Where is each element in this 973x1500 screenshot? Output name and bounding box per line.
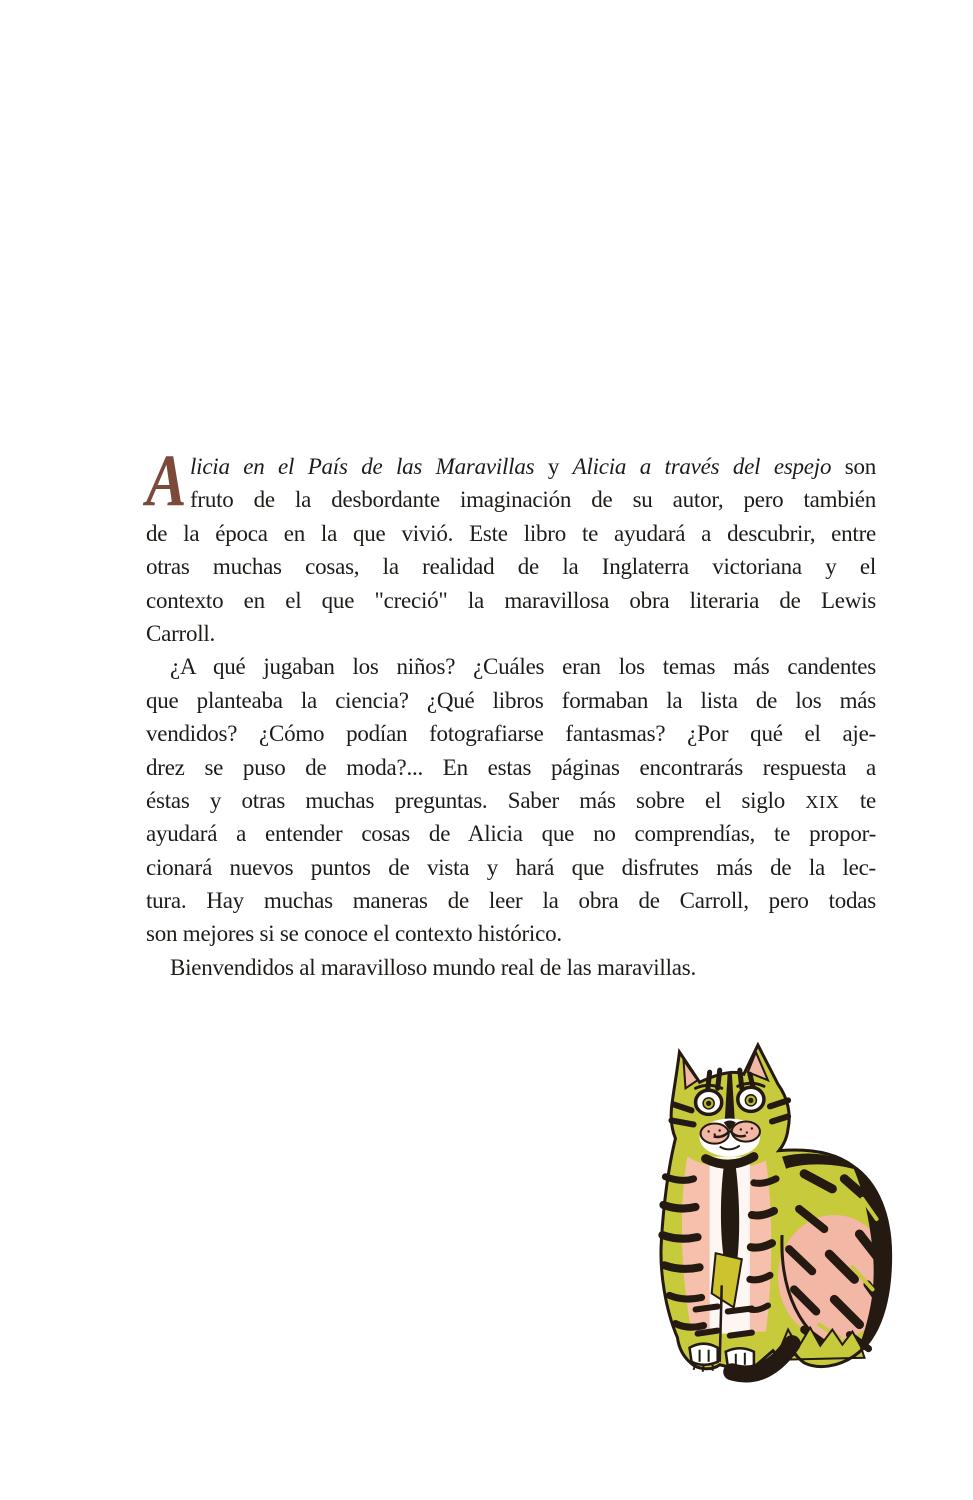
text-segment: fruto de la desbordante imaginación de su autor, pero también — [190, 487, 876, 513]
text-segment: ayudará a entender cosas de Alicia que no comprendías, te propor- — [146, 821, 876, 847]
text-segment: son — [831, 454, 876, 479]
tabby-cat-illustration — [653, 1038, 895, 1400]
text-line — [146, 751, 876, 784]
text-segment: ¿A qué jugaban los niños? ¿Cuáles eran los temas más candentes — [170, 654, 876, 680]
paragraph-lines — [146, 440, 876, 984]
text-segment: Bienvendidos al maravilloso mundo real de las maravillas. — [170, 954, 696, 980]
text-line — [146, 817, 876, 850]
text-segment: otras muchas cosas, la realidad de la Inglaterra victoriana y el — [146, 554, 876, 580]
text-segment: XIX — [805, 791, 840, 812]
text-line — [146, 550, 876, 583]
body-text — [146, 440, 876, 984]
text-line — [146, 884, 876, 917]
text-segment: Alicia a través del espejo — [572, 454, 832, 479]
text-line — [146, 450, 876, 483]
text-line — [146, 650, 876, 683]
text-segment: Carroll. — [146, 620, 216, 646]
text-line — [146, 917, 876, 950]
text-segment: que planteaba la ciencia? ¿Qué libros formaban la lista de los más — [146, 687, 876, 713]
text-line — [146, 851, 876, 884]
text-segment: y — [534, 454, 573, 479]
text-segment: drez se puso de moda?... En estas páginas encontrarás respuesta a — [146, 754, 876, 780]
text-segment: éstas y otras muchas preguntas. Saber más sobre el siglo — [146, 787, 806, 813]
text-line — [146, 684, 876, 717]
text-line — [146, 951, 876, 984]
text-segment: licia en el País de las Maravillas — [190, 454, 535, 479]
text-line — [146, 517, 876, 550]
text-segment: cionará nuevos puntos de vista y hará que disfrutes más de la lec- — [146, 854, 876, 880]
text-segment: son mejores si se conoce el contexto histórico. — [146, 921, 562, 947]
text-segment: te — [839, 787, 876, 813]
text-segment: tura. Hay muchas maneras de leer la obra de Carroll, pero todas — [146, 888, 876, 914]
text-line — [146, 784, 876, 817]
text-line — [146, 717, 876, 750]
text-segment: de la época en la que vivió. Este libro te ayudará a descubrir, entre — [146, 520, 876, 546]
text-line — [146, 483, 876, 516]
text-segment: vendidos? ¿Cómo podían fotografiarse fantasmas? ¿Por qué el aje- — [146, 721, 876, 747]
text-segment: contexto en el que "creció" la maravillosa obra literaria de Lewis — [146, 587, 876, 613]
text-line — [146, 617, 876, 650]
text-line — [146, 584, 876, 617]
drop-cap: A — [146, 440, 187, 522]
